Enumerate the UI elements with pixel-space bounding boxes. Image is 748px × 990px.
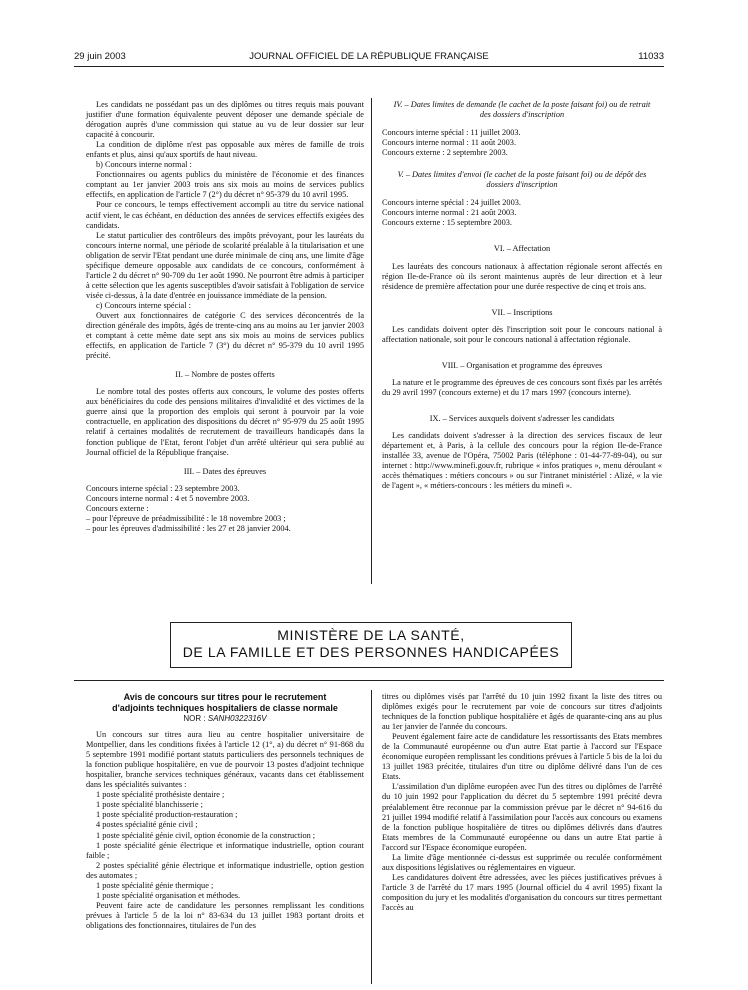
paragraph: Les candidats doivent opter dès l'inscription soit pour le concours national à affectation nationale, soit pour le concours national à affectation régionale.	[382, 324, 662, 344]
paragraph: c) Concours interne spécial :	[96, 300, 191, 310]
paragraph: Les candidatures doivent être adressées, avec les pièces justificatives prévues à l'article 3 de l'arrêté du 17 mars 1995 (Journal officiel du 4 avril 1995) fixant la composition du jury et les modalités d'organisation du concours sur titres permettant l'accès au	[382, 872, 662, 912]
list-item: 2 postes spécialité génie électrique et informatique industrielle, option gestion des automates ;	[86, 860, 364, 880]
list-item: Concours interne normal : 21 août 2003.	[382, 208, 517, 218]
section-heading: V. – Dates limites d'envoi (le cachet de la poste faisant foi) ou de dépôt des dossiers d'inscription	[397, 170, 647, 190]
paragraph: L'assimilation d'un diplôme européen avec l'un des titres ou diplômes de l'arrêté du 10 juin 1992 pour l'application du décret du 5 septembre 1991 précité devra préalablement être reconnue par la commission prévue par le décret n° 94-616 du 21 juillet 1994 modifié relatif à l'assimilation pour l'accès aux concours ou examens de la fonction publique hospitalière de titres ou diplômes délivrés dans d'autres Etats membres de la Communauté européenne ou dans un autre Etat partie à l'accord sur l'Espace économique européen.	[382, 782, 662, 852]
lower-right-column	[382, 692, 662, 913]
section-heading: IV. – Dates limites de demande (le cachet de la poste faisant foi) ou de retrait des dossiers d'inscription	[393, 100, 651, 120]
section-heading: VII. – Inscriptions	[491, 307, 553, 317]
column-divider	[371, 98, 372, 584]
notice-title: d'adjoints techniques hospitaliers de classe normale	[112, 702, 338, 713]
list-item: 1 poste spécialité organisation et méthodes.	[96, 890, 241, 900]
lower-left-column	[86, 692, 364, 931]
paragraph: b) Concours interne normal :	[96, 160, 192, 170]
section-heading: IX. – Services auxquels doivent s'adresser les candidats	[429, 413, 615, 423]
paragraph: Les lauréats des concours nationaux à affectation régionale seront affectés en région Ile-de-France où ils seront maintenus auprès de leur direction et à leur résidence de première affectation pour une durée respective de cinq et trois ans.	[382, 261, 662, 291]
header-rule	[74, 66, 664, 67]
paragraph: Fonctionnaires ou agents publics du ministère de l'économie et des finances comptant au 1er janvier 2003 trois ans six mois au moins de services publics effectifs, en application de l'article 7 (2°) du décret n° 95-379 du 10 avril 1995.	[86, 170, 364, 200]
paragraph: titres ou diplômes visés par l'arrêté du 10 juin 1992 fixant la liste des titres ou diplômes exigés pour le recrutement par voie de concours sur titres d'adjoints techniques de la fonction publique hospitalière et âgés de quarante-cinq ans au plus au 1er janvier de l'année du concours.	[382, 692, 662, 732]
page-header	[74, 51, 664, 65]
paragraph: Le statut particulier des contrôleurs des impôts prévoyant, pour les lauréats du concours interne normal, une période de scolarité préalable à la titularisation et une obligation de servir l'Etat pendant une durée minimale de cinq ans, une limite d'âge spécifique demeure opposable aux candidats de ce concours, conformément à l'article 2 du décret n° 90-709 du 1er août 1990. Ne pourront être admis à participer à cette sélection que les agents susceptibles d'avoir satisfait à l'obligation de service visée ci-dessus, à la date d'entrée en jouissance immédiate de la pension.	[86, 230, 364, 300]
list-item: 1 poste spécialité génie civil, option économie de la construction ;	[96, 830, 316, 840]
nor-label: NOR :	[183, 714, 206, 723]
list-item: Concours interne spécial : 11 juillet 2003.	[382, 128, 521, 138]
list-item: 4 postes spécialité génie civil ;	[96, 820, 198, 830]
section-heading: VI. – Affectation	[493, 244, 551, 254]
header-journal-title: JOURNAL OFFICIEL DE LA RÉPUBLIQUE FRANÇAISE	[249, 51, 489, 62]
ministry-heading-line: DE LA FAMILLE ET DES PERSONNES HANDICAPÉES	[182, 644, 560, 660]
list-item: – pour l'épreuve de préadmissibilité : le 18 novembre 2003 ;	[86, 513, 286, 523]
list-item: 1 poste spécialité production-restauration ;	[96, 810, 238, 820]
header-page-number: 11033	[638, 51, 664, 62]
paragraph: La condition de diplôme n'est pas opposable aux mères de famille de trois enfants et plus, ainsi qu'aux sportifs de haut niveau.	[86, 140, 364, 160]
upper-right-column	[382, 100, 662, 491]
list-item: 1 poste spécialité blanchisserie ;	[96, 800, 203, 810]
list-item: Concours interne normal : 11 août 2003.	[382, 138, 517, 148]
list-item: Concours externe :	[86, 503, 149, 513]
list-item: Concours interne spécial : 24 juillet 2003.	[382, 198, 521, 208]
paragraph: Pour ce concours, le temps effectivement accompli au titre du service national actif vient, le cas échéant, en déduction des années de services effectifs exigées des candidats.	[86, 200, 364, 230]
paragraph: Un concours sur titres aura lieu au centre hospitalier universitaire de Montpellier, dans les conditions fixées à l'article 12 (1°, a) du décret n° 91-868 du 5 septembre 1991 modifié portant statuts particuliers des personnels techniques de la fonction publique hospitalière, en vue de pourvoir 13 postes d'adjoint technique hospitalier, branche services techniques généraux, vacants dans cet établissement dans les spécialités suivantes :	[86, 730, 364, 790]
paragraph: Les candidats doivent s'adresser à la direction des services fiscaux de leur département et, à Paris, à la cellule des concours pour la région Ile-de-France installée 33, avenue de l'Opéra, 75002 Paris (téléphone : 01-44-77-89-04), ou sur internet : http://www.minefi.gouv.fr, rubrique « infos pratiques », menu déroulant « accès thématiques : métiers concours » ou sur l'intranet ministériel : Alizé, « la vie de l'agent », « métiers-concours : les métiers du minefi ».	[382, 430, 662, 491]
list-item: Concours externe : 15 septembre 2003.	[382, 218, 512, 228]
upper-left-column	[86, 100, 364, 534]
paragraph: Les candidats ne possédant pas un des diplômes ou titres requis mais pouvant justifier d'une formation équivalente peuvent déposer une demande spéciale de dérogation auprès d'une commission qui statue au vu de leur dossier sur leur capacité à concourir.	[86, 100, 364, 140]
section-heading: II. – Nombre de postes offerts	[175, 370, 275, 380]
paragraph: Ouvert aux fonctionnaires de catégorie C des services déconcentrés de la direction générale des impôts, âgés de trente-cinq ans au moins au 1er janvier 2003 et comptant à cette même date sept ans six mois au moins de services publics effectifs, en application de l'article 7 (3°) du décret n° 95-379 du 10 avril 1995 précité.	[86, 310, 364, 361]
section-rule	[74, 680, 664, 681]
ministry-heading-box	[170, 622, 572, 668]
paragraph: Le nombre total des postes offerts aux concours, le volume des postes offerts aux bénéficiaires du code des pensions militaires d'invalidité et des victimes de la guerre ainsi que la proportion des emplois qui seront à pourvoir par la voie contractuelle, en application des dispositions du décret n° 95-979 du 25 août 1995 relatif à certaines modalités de recrutement de travailleurs handicapés dans la fonction publique de l'Etat, feront l'objet d'un arrêté ultérieur qui sera publié au Journal officiel de la République française.	[86, 387, 364, 457]
paragraph: La limite d'âge mentionnée ci-dessus est supprimée ou reculée conformément aux dispositions législatives ou réglementaires en vigueur.	[382, 852, 662, 872]
ministry-heading-line: MINISTÈRE DE LA SANTÉ,	[277, 627, 465, 643]
nor-value: SANH0322316V	[207, 714, 267, 723]
list-item: – pour les épreuves d'admissibilité : les 27 et 28 janvier 2004.	[86, 523, 291, 533]
section-heading: VIII. – Organisation et programme des épreuves	[441, 360, 603, 370]
list-item: 1 poste spécialité génie électrique et informatique industrielle, option courant faible ;	[86, 840, 364, 860]
list-item: Concours interne spécial : 23 septembre 2003.	[86, 483, 240, 493]
header-date: 29 juin 2003	[74, 51, 126, 62]
section-heading: III. – Dates des épreuves	[183, 466, 267, 476]
nor-reference	[86, 714, 364, 724]
paragraph: Peuvent faire acte de candidature les personnes remplissant les conditions prévues à l'article 5 de la loi n° 83-634 du 13 juillet 1983 portant droits et obligations des fonctionnaires, titulaires de l'un des	[86, 900, 364, 930]
notice-title: Avis de concours sur titres pour le recrutement	[123, 692, 327, 702]
list-item: Concours interne normal : 4 et 5 novembre 2003.	[86, 493, 250, 503]
paragraph: Peuvent également faire acte de candidature les ressortissants des Etats membres de la Communauté européenne ou d'un autre Etat partie à l'accord sur l'Espace économique européen remplissant les conditions prévues à l'article 5 bis de la loi du 13 juillet 1983 précitée, titulaires d'un titre ou diplôme délivré dans l'un de ces Etats.	[382, 732, 662, 782]
list-item: 1 poste spécialité prothésiste dentaire ;	[96, 790, 225, 800]
list-item: 1 poste spécialité génie thermique ;	[96, 880, 214, 890]
paragraph: La nature et le programme des épreuves de ces concours sont fixés par les arrêtés du 29 avril 1997 (concours externe) et du 17 mars 1997 (concours interne).	[382, 377, 662, 397]
column-divider	[371, 690, 372, 984]
list-item: Concours externe : 2 septembre 2003.	[382, 148, 508, 158]
